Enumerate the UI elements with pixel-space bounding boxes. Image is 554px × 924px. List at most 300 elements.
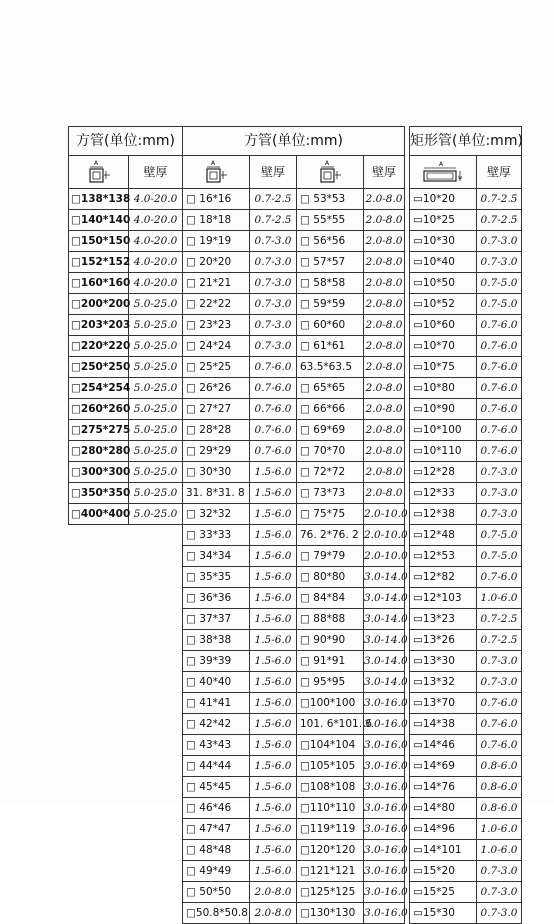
wall-thickness-cell: 0.7-6.0 (250, 441, 297, 462)
size-cell: ▭10*80 (410, 378, 477, 399)
size-cell: □ 19*19 (183, 231, 250, 252)
wall-thickness-cell: 0.7-3.0 (250, 336, 297, 357)
wall-thickness-cell: 0.7-6.0 (250, 378, 297, 399)
size-cell: □ 26*26 (183, 378, 250, 399)
svg-text:A: A (439, 161, 444, 168)
size-cell: □ 91*91 (297, 651, 364, 672)
wall-thickness-cell: 1.5-6.0 (250, 546, 297, 567)
table-row (183, 882, 405, 903)
size-cell: □ 43*43 (183, 735, 250, 756)
size-cell: □152*152 (69, 252, 129, 273)
size-cell: ▭14*69 (410, 756, 477, 777)
table-row (410, 504, 522, 525)
size-cell: ▭13*26 (410, 630, 477, 651)
wall-thickness-cell: 0.7-6.0 (477, 735, 522, 756)
table-row (183, 672, 405, 693)
wall-thickness-cell: 2.0-10.0 (364, 546, 405, 567)
size-cell: □160*160 (69, 273, 129, 294)
size-cell: □ 37*37 (183, 609, 250, 630)
wall-thickness-cell: 5.0-25.0 (129, 399, 183, 420)
thickness-header: 壁厚 (364, 156, 405, 189)
wall-thickness-cell: 5.0-25.0 (129, 483, 183, 504)
wall-thickness-cell: 2.0-10.0 (364, 525, 405, 546)
table-row (69, 315, 183, 336)
table-row (69, 189, 183, 210)
size-cell: ▭10*50 (410, 273, 477, 294)
size-cell: ▭14*80 (410, 798, 477, 819)
wall-thickness-cell: 0.7-2.5 (477, 609, 522, 630)
wall-thickness-cell: 0.7-3.0 (477, 462, 522, 483)
size-cell: ▭10*30 (410, 231, 477, 252)
wall-thickness-cell: 0.8-6.0 (477, 777, 522, 798)
wall-thickness-cell: 0.7-5.0 (477, 525, 522, 546)
size-cell: □ 36*36 (183, 588, 250, 609)
size-cell: ▭10*75 (410, 357, 477, 378)
wall-thickness-cell: 2.0-8.0 (364, 462, 405, 483)
wall-thickness-cell: 4.0-20.0 (129, 273, 183, 294)
wall-thickness-cell: 3.0-16.0 (364, 882, 405, 903)
table-row (183, 294, 405, 315)
size-cell: □275*275 (69, 420, 129, 441)
table-row (410, 651, 522, 672)
size-cell: □ 75*75 (297, 504, 364, 525)
size-cell: ▭10*60 (410, 315, 477, 336)
table-row (410, 714, 522, 735)
wall-thickness-cell: 0.7-3.0 (477, 861, 522, 882)
size-cell: □260*260 (69, 399, 129, 420)
table-row (183, 693, 405, 714)
table-row (410, 672, 522, 693)
wall-thickness-cell: 4.0-20.0 (129, 231, 183, 252)
size-cell: ▭12*48 (410, 525, 477, 546)
table-row (183, 189, 405, 210)
wall-thickness-cell: 3.0-16.0 (364, 693, 405, 714)
wall-thickness-cell: 2.0-8.0 (364, 399, 405, 420)
wall-thickness-cell: 3.0-14.0 (364, 567, 405, 588)
size-cell: □ 53*53 (297, 189, 364, 210)
table-row (183, 420, 405, 441)
wall-thickness-cell: 5.0-25.0 (129, 378, 183, 399)
table-row (183, 504, 405, 525)
wall-thickness-cell: 2.0-8.0 (364, 252, 405, 273)
wall-thickness-cell: 3.0-14.0 (364, 609, 405, 630)
size-cell: ▭12*53 (410, 546, 477, 567)
size-cell: ▭14*96 (410, 819, 477, 840)
wall-thickness-cell: 5.0-25.0 (129, 462, 183, 483)
size-cell: ▭12*38 (410, 504, 477, 525)
table-row (410, 735, 522, 756)
wall-thickness-cell: 1.5-6.0 (250, 651, 297, 672)
wall-thickness-cell: 1.5-6.0 (250, 525, 297, 546)
wall-thickness-cell: 1.5-6.0 (250, 672, 297, 693)
rectangular-tube-table (409, 126, 522, 924)
size-cell: ▭14*38 (410, 714, 477, 735)
size-cell: □350*350 (69, 483, 129, 504)
svg-text:A: A (93, 160, 98, 167)
wall-thickness-cell: 0.7-3.0 (477, 672, 522, 693)
size-cell: □121*121 (297, 861, 364, 882)
table-row (183, 903, 405, 924)
wall-thickness-cell: 3.0-16.0 (364, 903, 405, 924)
size-cell: □ 27*27 (183, 399, 250, 420)
size-cell: □280*280 (69, 441, 129, 462)
size-cell: □ 60*60 (297, 315, 364, 336)
table-row (183, 861, 405, 882)
table-row (410, 294, 522, 315)
size-cell: □ 30*30 (183, 462, 250, 483)
wall-thickness-cell: 0.7-2.5 (477, 210, 522, 231)
size-cell: □50.8*50.8 (183, 903, 250, 924)
table-row (183, 798, 405, 819)
thickness-header: 壁厚 (250, 156, 297, 189)
square-profile-icon (69, 156, 129, 189)
table-row (410, 441, 522, 462)
size-cell: □105*105 (297, 756, 364, 777)
square-profile-icon (183, 156, 250, 189)
size-cell: ▭12*82 (410, 567, 477, 588)
size-cell: □ 41*41 (183, 693, 250, 714)
size-cell: □ 47*47 (183, 819, 250, 840)
wall-thickness-cell: 2.0-8.0 (364, 336, 405, 357)
size-cell: □ 84*84 (297, 588, 364, 609)
wall-thickness-cell: 0.7-3.0 (250, 315, 297, 336)
size-cell: □108*108 (297, 777, 364, 798)
table-row (410, 819, 522, 840)
table-row (183, 735, 405, 756)
size-cell: □ 70*70 (297, 441, 364, 462)
size-cell: □ 25*25 (183, 357, 250, 378)
wall-thickness-cell: 1.5-6.0 (250, 567, 297, 588)
size-cell: □ 80*80 (297, 567, 364, 588)
size-cell: □130*130 (297, 903, 364, 924)
size-cell: ▭15*20 (410, 861, 477, 882)
wall-thickness-cell: 3.0-16.0 (364, 756, 405, 777)
table-row (69, 462, 183, 483)
wall-thickness-cell: 0.7-6.0 (477, 567, 522, 588)
wall-thickness-cell: 3.0-16.0 (364, 777, 405, 798)
size-cell: □ 61*61 (297, 336, 364, 357)
wall-thickness-cell: 5.0-25.0 (129, 315, 183, 336)
size-cell: ▭10*40 (410, 252, 477, 273)
size-cell: □120*120 (297, 840, 364, 861)
table-row (410, 903, 522, 924)
size-cell: ▭12*33 (410, 483, 477, 504)
wall-thickness-cell: 0.7-6.0 (477, 378, 522, 399)
size-cell: □ 79*79 (297, 546, 364, 567)
size-cell: ▭13*70 (410, 693, 477, 714)
size-cell: □ 72*72 (297, 462, 364, 483)
table-row (410, 210, 522, 231)
size-cell: □220*220 (69, 336, 129, 357)
size-cell: □254*254 (69, 378, 129, 399)
wall-thickness-cell: 0.7-3.0 (250, 231, 297, 252)
table-row (410, 861, 522, 882)
wall-thickness-cell: 4.0-20.0 (129, 252, 183, 273)
table-row (183, 567, 405, 588)
size-cell: □ 90*90 (297, 630, 364, 651)
size-cell: □100*100 (297, 693, 364, 714)
table-row (183, 546, 405, 567)
wall-thickness-cell: 1.5-6.0 (250, 840, 297, 861)
size-cell: □ 23*23 (183, 315, 250, 336)
square-tube-table-large (68, 126, 183, 525)
wall-thickness-cell: 3.0-16.0 (364, 861, 405, 882)
table-row (183, 378, 405, 399)
size-cell: □ 18*18 (183, 210, 250, 231)
section-title: 矩形管(单位:mm) (410, 127, 522, 156)
wall-thickness-cell: 0.7-6.0 (477, 714, 522, 735)
size-cell: □ 58*58 (297, 273, 364, 294)
size-cell: ▭14*101 (410, 840, 477, 861)
table-row (410, 273, 522, 294)
size-cell: □ 32*32 (183, 504, 250, 525)
table-row (410, 777, 522, 798)
wall-thickness-cell: 0.7-2.5 (250, 189, 297, 210)
size-cell: □ 65*65 (297, 378, 364, 399)
table-row (183, 714, 405, 735)
wall-thickness-cell: 5.0-25.0 (129, 294, 183, 315)
wall-thickness-cell: 2.0-8.0 (364, 357, 405, 378)
size-cell: ▭15*25 (410, 882, 477, 903)
wall-thickness-cell: 1.5-6.0 (250, 630, 297, 651)
table-row (410, 756, 522, 777)
wall-thickness-cell: 1.5-6.0 (250, 588, 297, 609)
wall-thickness-cell: 2.0-8.0 (364, 483, 405, 504)
table-row (183, 777, 405, 798)
wall-thickness-cell: 0.7-3.0 (250, 273, 297, 294)
table-row (183, 210, 405, 231)
table-row (410, 588, 522, 609)
square-tube-table-medium (182, 126, 408, 924)
size-cell: □ 59*59 (297, 294, 364, 315)
size-cell: ▭10*70 (410, 336, 477, 357)
wall-thickness-cell: 3.0-14.0 (364, 588, 405, 609)
wall-thickness-cell: 0.7-6.0 (250, 420, 297, 441)
table-row (183, 840, 405, 861)
table-row (69, 420, 183, 441)
size-cell: □ 28*28 (183, 420, 250, 441)
wall-thickness-cell: 0.7-5.0 (477, 294, 522, 315)
wall-thickness-cell: 0.7-2.5 (250, 210, 297, 231)
size-cell: ▭12*28 (410, 462, 477, 483)
size-cell: ▭14*46 (410, 735, 477, 756)
thickness-header: 壁厚 (129, 156, 183, 189)
wall-thickness-cell: 0.7-3.0 (477, 903, 522, 924)
size-cell: ▭10*25 (410, 210, 477, 231)
size-cell: ▭13*32 (410, 672, 477, 693)
size-cell: □ 21*21 (183, 273, 250, 294)
size-cell: □ 50*50 (183, 882, 250, 903)
size-cell: ▭10*20 (410, 189, 477, 210)
wall-thickness-cell: 1.5-6.0 (250, 798, 297, 819)
table-row (410, 462, 522, 483)
size-cell: ▭10*90 (410, 399, 477, 420)
wall-thickness-cell: 0.7-6.0 (477, 441, 522, 462)
table-row (410, 483, 522, 504)
size-cell: ▭10*52 (410, 294, 477, 315)
svg-text:w: w (458, 175, 463, 181)
size-cell: □ 55*55 (297, 210, 364, 231)
table-row (183, 336, 405, 357)
wall-thickness-cell: 2.0-8.0 (364, 231, 405, 252)
wall-thickness-cell: 2.0-10.0 (364, 504, 405, 525)
table-row (410, 693, 522, 714)
wall-thickness-cell: 0.7-6.0 (477, 693, 522, 714)
size-cell: □119*119 (297, 819, 364, 840)
size-cell: □150*150 (69, 231, 129, 252)
table-row (410, 567, 522, 588)
size-cell: 63.5*63.5 (297, 357, 364, 378)
table-row (183, 252, 405, 273)
table-row (183, 399, 405, 420)
wall-thickness-cell: 2.0-8.0 (364, 210, 405, 231)
wall-thickness-cell: 0.7-3.0 (477, 483, 522, 504)
size-cell: ▭14*76 (410, 777, 477, 798)
wall-thickness-cell: 1.5-6.0 (250, 609, 297, 630)
table-row (183, 231, 405, 252)
table-row (410, 231, 522, 252)
wall-thickness-cell: 2.0-8.0 (364, 273, 405, 294)
table-row (183, 819, 405, 840)
size-cell: □ 35*35 (183, 567, 250, 588)
wall-thickness-cell: 0.7-6.0 (477, 399, 522, 420)
size-cell: □ 73*73 (297, 483, 364, 504)
wall-thickness-cell: 5.0-25.0 (129, 504, 183, 525)
wall-thickness-cell: 5.0-25.0 (129, 336, 183, 357)
size-cell: □ 33*33 (183, 525, 250, 546)
size-cell: □300*300 (69, 462, 129, 483)
wall-thickness-cell: 1.5-6.0 (250, 819, 297, 840)
table-row (410, 798, 522, 819)
wall-thickness-cell: 0.7-2.5 (477, 630, 522, 651)
table-row (410, 357, 522, 378)
wall-thickness-cell: 4.0-20.0 (129, 210, 183, 231)
wall-thickness-cell: 5.0-25.0 (129, 441, 183, 462)
wall-thickness-cell: 3.0-16.0 (364, 819, 405, 840)
table-row (183, 525, 405, 546)
wall-thickness-cell: 3.0-16.0 (364, 840, 405, 861)
wall-thickness-cell: 3.0-16.0 (364, 714, 405, 735)
table-row (410, 399, 522, 420)
wall-thickness-cell: 0.7-3.0 (477, 651, 522, 672)
wall-thickness-cell: 0.7-6.0 (477, 336, 522, 357)
wall-thickness-cell: 3.0-16.0 (364, 798, 405, 819)
size-cell: ▭15*30 (410, 903, 477, 924)
wall-thickness-cell: 2.0-8.0 (364, 378, 405, 399)
table-row (410, 882, 522, 903)
wall-thickness-cell: 1.0-6.0 (477, 588, 522, 609)
table-row (183, 315, 405, 336)
table-row (69, 273, 183, 294)
wall-thickness-cell: 0.8-6.0 (477, 798, 522, 819)
table-row (410, 546, 522, 567)
table-row (183, 357, 405, 378)
size-cell: 31. 8*31. 8 (183, 483, 250, 504)
wall-thickness-cell: 2.0-8.0 (250, 903, 297, 924)
size-cell: ▭13*23 (410, 609, 477, 630)
wall-thickness-cell: 1.0-6.0 (477, 819, 522, 840)
table-row (410, 336, 522, 357)
wall-thickness-cell: 1.5-6.0 (250, 735, 297, 756)
table-row (183, 651, 405, 672)
table-row (183, 441, 405, 462)
table-row (183, 483, 405, 504)
wall-thickness-cell: 0.7-6.0 (477, 420, 522, 441)
size-cell: □110*110 (297, 798, 364, 819)
size-cell: □ 16*16 (183, 189, 250, 210)
wall-thickness-cell: 0.7-6.0 (477, 357, 522, 378)
svg-text:A: A (325, 160, 330, 167)
wall-thickness-cell: 0.7-5.0 (477, 546, 522, 567)
wall-thickness-cell: 1.5-6.0 (250, 693, 297, 714)
size-cell: □ 95*95 (297, 672, 364, 693)
size-cell: □ 45*45 (183, 777, 250, 798)
table-row (69, 504, 183, 525)
size-cell: □ 49*49 (183, 861, 250, 882)
table-row (410, 630, 522, 651)
wall-thickness-cell: 3.0-14.0 (364, 651, 405, 672)
wall-thickness-cell: 0.7-5.0 (477, 273, 522, 294)
wall-thickness-cell: 4.0-20.0 (129, 189, 183, 210)
wall-thickness-cell: 2.0-8.0 (250, 882, 297, 903)
wall-thickness-cell: 1.5-6.0 (250, 483, 297, 504)
size-cell: □ 57*57 (297, 252, 364, 273)
wall-thickness-cell: 0.7-3.0 (477, 504, 522, 525)
table-row (69, 357, 183, 378)
table-row (183, 588, 405, 609)
wall-thickness-cell: 0.7-3.0 (477, 882, 522, 903)
section-title: 方管(单位:mm) (183, 127, 405, 156)
size-cell: □ 88*88 (297, 609, 364, 630)
table-row (69, 210, 183, 231)
wall-thickness-cell: 1.5-6.0 (250, 504, 297, 525)
wall-thickness-cell: 3.0-16.0 (364, 735, 405, 756)
table-row (69, 231, 183, 252)
wall-thickness-cell: 1.5-6.0 (250, 861, 297, 882)
section-title: 方管(单位:mm) (69, 127, 183, 156)
table-row (183, 462, 405, 483)
size-cell: □ 38*38 (183, 630, 250, 651)
size-cell: ▭10*110 (410, 441, 477, 462)
table-row (183, 630, 405, 651)
table-row (69, 294, 183, 315)
size-cell: ▭10*100 (410, 420, 477, 441)
wall-thickness-cell: 0.7-3.0 (477, 252, 522, 273)
size-cell: □104*104 (297, 735, 364, 756)
wall-thickness-cell: 5.0-25.0 (129, 357, 183, 378)
size-cell: □ 22*22 (183, 294, 250, 315)
table-row (69, 378, 183, 399)
table-row (183, 273, 405, 294)
size-cell: □203*203 (69, 315, 129, 336)
wall-thickness-cell: 3.0-14.0 (364, 630, 405, 651)
table-row (69, 399, 183, 420)
wall-thickness-cell: 1.5-6.0 (250, 714, 297, 735)
size-cell: □ 46*46 (183, 798, 250, 819)
wall-thickness-cell: 1.5-6.0 (250, 777, 297, 798)
size-cell: □140*140 (69, 210, 129, 231)
wall-thickness-cell: 0.7-3.0 (250, 294, 297, 315)
table-row (410, 189, 522, 210)
size-cell: □125*125 (297, 882, 364, 903)
wall-thickness-cell: 3.0-14.0 (364, 672, 405, 693)
table-row (69, 252, 183, 273)
wall-thickness-cell: 0.7-3.0 (250, 252, 297, 273)
table-row (410, 525, 522, 546)
wall-thickness-cell: 0.7-6.0 (250, 399, 297, 420)
table-row (410, 609, 522, 630)
wall-thickness-cell: 1.0-6.0 (477, 840, 522, 861)
